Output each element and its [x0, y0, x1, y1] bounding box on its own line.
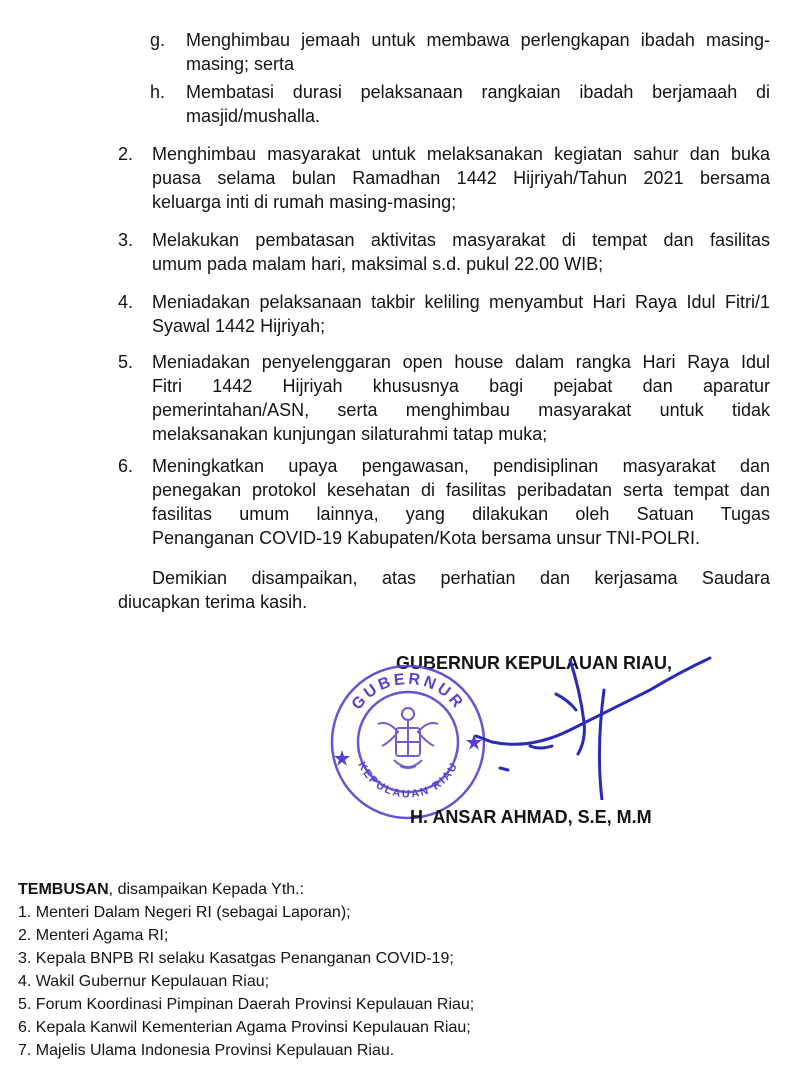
handwritten-signature [380, 650, 740, 800]
tembusan-item: 4. Wakil Gubernur Kepulauan Riau; [18, 973, 270, 990]
tembusan-item: 1. Menteri Dalam Negeri RI (sebagai Laporan); [18, 904, 351, 921]
svg-text:KEPULAUAN RIAU: KEPULAUAN RIAU [355, 759, 461, 801]
closing-text: diucapkan terima kasih. [118, 592, 308, 612]
tembusan-heading-suffix: , disampaikan Kepada Yth.: [108, 881, 305, 898]
list-item-line: Melakukan pembatasan aktivitas masyarakat di tempat dan fasilitas [152, 230, 770, 250]
sub-item-line: masjid/mushalla. [186, 106, 321, 126]
tembusan-heading [18, 880, 304, 900]
tembusan-label: TEMBUSAN [18, 881, 109, 898]
list-item-line: Meningkatkan upaya pengawasan, pendisiplinan masyarakat dan [152, 456, 770, 476]
tembusan-item: 5. Forum Koordinasi Pimpinan Daerah Provinsi Kepulauan Riau; [18, 996, 475, 1013]
closing-text: Demikian disampaikan, atas perhatian dan kerjasama Saudara [152, 568, 770, 588]
list-item-number: 4. [118, 292, 134, 312]
tembusan-item: 6. Kepala Kanwil Kementerian Agama Provinsi Kepulauan Riau; [18, 1019, 471, 1036]
list-item-line: melaksanakan kunjungan silaturahmi tatap muka; [152, 424, 548, 444]
list-item-line: penegakan protokol kesehatan di fasilitas peribadatan serta tempat dan [152, 480, 770, 500]
list-item-line: Meniadakan pelaksanaan takbir keliling menyambut Hari Raya Idul Fitri/1 [152, 292, 770, 312]
tembusan-item: 3. Kepala BNPB RI selaku Kasatgas Penanganan COVID-19; [18, 950, 454, 967]
sub-item-marker: g. [150, 30, 166, 50]
tembusan-item: 2. Menteri Agama RI; [18, 927, 169, 944]
list-item-line: umum pada malam hari, maksimal s.d. pukul 22.00 WIB; [152, 254, 604, 274]
signatory-name: H. ANSAR AHMAD, S.E, M.M [410, 807, 652, 827]
svg-text:GUBERNUR: GUBERNUR [348, 670, 468, 714]
sub-item-line: masing; serta [186, 54, 295, 74]
list-item-number: 5. [118, 352, 134, 372]
list-item-line: Penanganan COVID-19 Kabupaten/Kota bersama unsur TNI-POLRI. [152, 528, 700, 548]
list-item-line: Menghimbau masyarakat untuk melaksanakan kegiatan sahur dan buka [152, 144, 770, 164]
list-item-line: puasa selama bulan Ramadhan 1442 Hijriyah/Tahun 2021 bersama [152, 168, 770, 188]
list-item-line: Fitri 1442 Hijriyah khususnya bagi pejabat dan aparatur [152, 376, 770, 396]
list-item-number: 3. [118, 230, 134, 250]
list-item-line: Meniadakan penyelenggaran open house dalam rangka Hari Raya Idul [152, 352, 770, 372]
sub-item-line: Membatasi durasi pelaksanaan rangkaian ibadah berjamaah di [186, 82, 770, 102]
list-item-line: keluarga inti di rumah masing-masing; [152, 192, 457, 212]
list-item-line: pemerintahan/ASN, serta menghimbau masyarakat untuk tidak [152, 400, 770, 420]
list-item-number: 2. [118, 144, 134, 164]
sub-item-marker: h. [150, 82, 166, 102]
sub-item-line: Menghimbau jemaah untuk membawa perlengkapan ibadah masing- [186, 30, 770, 50]
list-item-line: Syawal 1442 Hijriyah; [152, 316, 326, 336]
tembusan-item: 7. Majelis Ulama Indonesia Provinsi Kepulauan Riau. [18, 1042, 395, 1059]
list-item-number: 6. [118, 456, 134, 476]
list-item-line: fasilitas umum lainnya, yang dilakukan oleh Satuan Tugas [152, 504, 770, 524]
signatory-title: GUBERNUR KEPULAUAN RIAU, [396, 653, 673, 673]
